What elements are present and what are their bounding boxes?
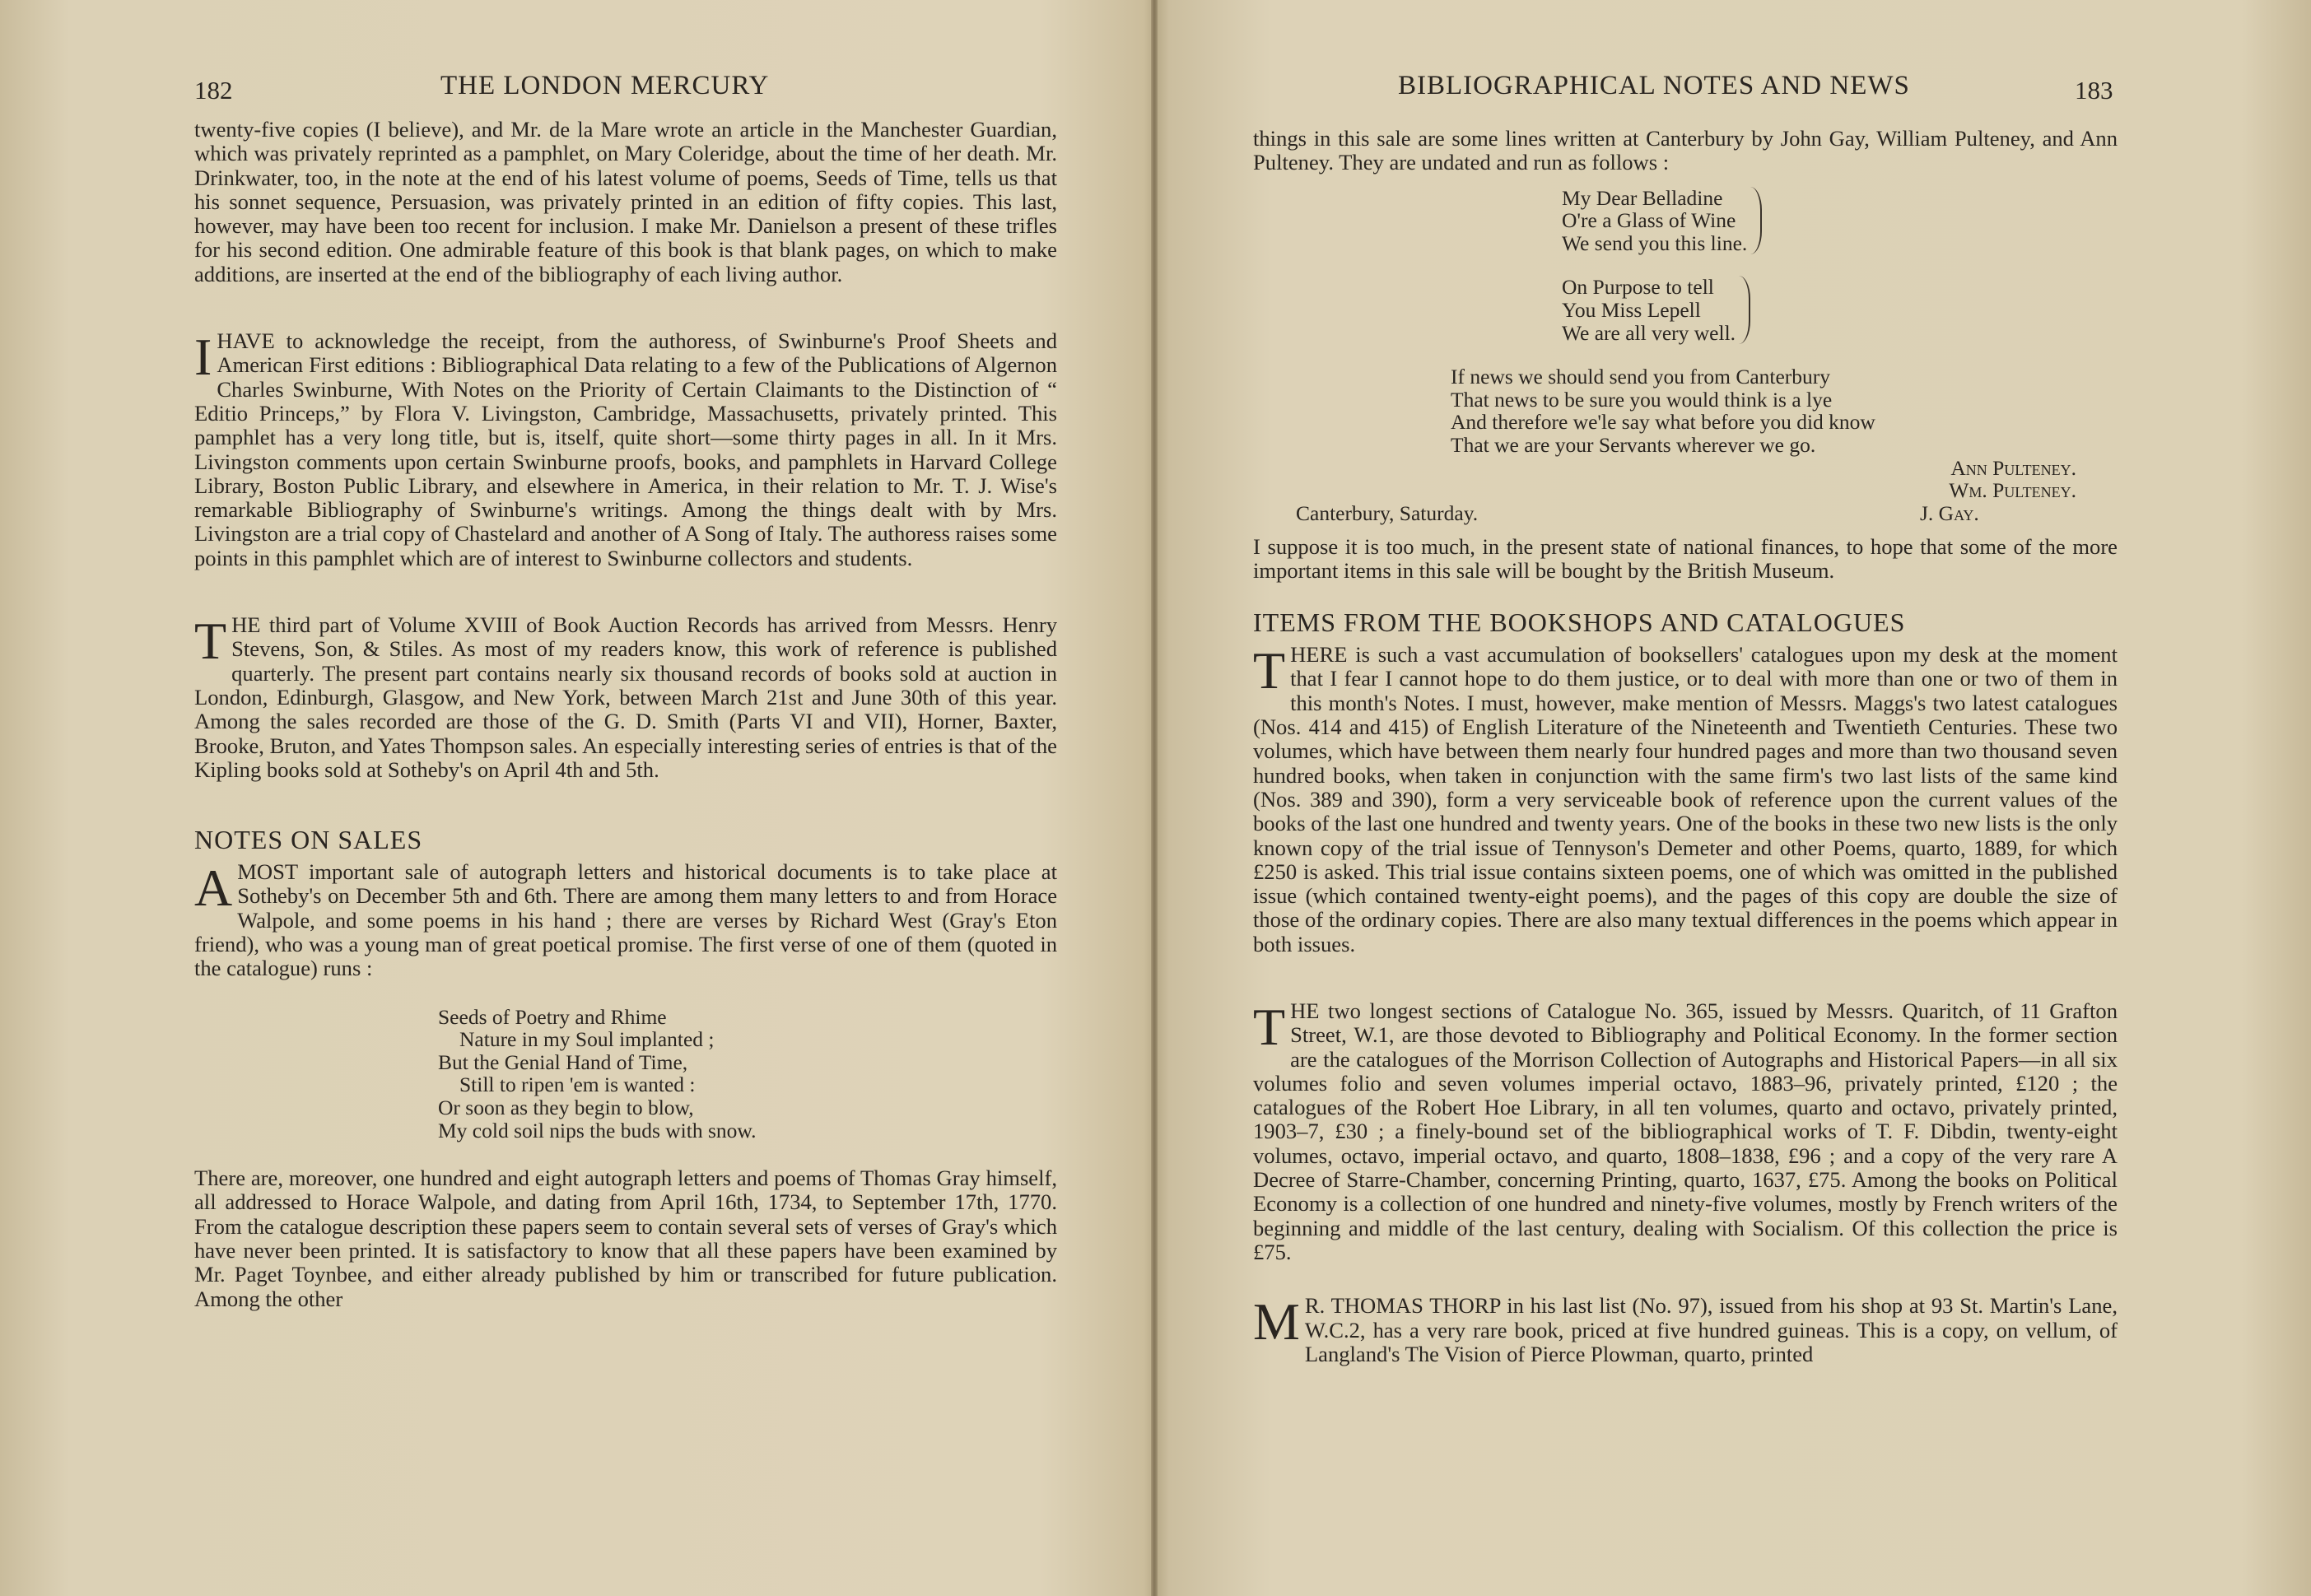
verse-line: O're a Glass of Wine: [1562, 208, 1736, 233]
drop-cap: I: [194, 328, 212, 387]
verse-line: My Dear Belladine: [1562, 185, 1723, 210]
paragraph: M R. THOMAS THORP in his last list (No. 97), issued from his shop at 93 St. Martin's Lane, W.C.2, has a very rare book, priced at five hundred guineas. This is a copy, on vellum, of Langland's The Vision of Pierce Plowman, quarto, printed: [1253, 1292, 2118, 1366]
signature: Wm. Pulteney.: [1949, 478, 2076, 503]
verse-line: On Purpose to tell: [1562, 275, 1714, 300]
verse-stanza: [1451, 365, 2118, 456]
paragraph: AMOST important sale of autograph letters and historical documents is to take place at Sotheby's on December 5th and 6th. There are among them many letters to and from Horace Walpole, and some poems in his hand ; there are verses by Richard West (Gray's Eton friend), who was a young man of great poetical promise. The first verse of one of them (quoted in the catalogue) runs :: [194, 858, 1057, 981]
verse-line: Or soon as they begin to blow,: [438, 1095, 694, 1119]
verse-line: Still to ripen 'em is wanted :: [459, 1073, 696, 1097]
paragraph: IHAVE to acknowledge the receipt, from the authoress, of Swinburne's Proof Sheets and American First editions : Bibliographical Data relating to a few of the Publications of Algernon Charles Swinburne, With Notes on the Priority of Certain Claimants to the Distinction of “ Editio Princeps,” by Flora V. Livingston, Cambridge, Massachusetts, privately printed. This pamphlet has a very long title, but is, itself, quite short—some thirty pages in all. In it Mrs. Livingston comments upon certain Swinburne proofs, books, and pamphlets in Harvard College Library, Boston Public Library, and elsewhere in America, in their relation to Mr. T. J. Wise's remarkable Bibliography of Swinburne's writings. Among the things dealt with by Mrs. Livingston are a trial copy of Chastelard and another of A Song of Italy. The authoress raises some points in this pamphlet which are of interest to Swinburne collectors and students.: [194, 328, 1057, 570]
paragraph: things in this sale are some lines written at Canterbury by John Gay, William Pulteney, and Ann Pulteney. They are undated and run as follows :: [1253, 126, 2118, 175]
verse-line: We are all very well.: [1562, 320, 1736, 345]
paragraph: There are, moreover, one hundred and eight autograph letters and poems of Thomas Gray himself, all addressed to Horace Walpole, and dating from April 16th, 1734, to September 17th, 1770. From the catalogue description these papers seem to contain several sets of verses of Gray's which have never been printed. It is satisfactory to know that all these papers have been examined by Mr. Paget Toynbee, and either already published by him or transcribed for future publication. Among the other: [194, 1166, 1057, 1311]
verse-line: Seeds of Poetry and Rhime: [438, 1004, 667, 1029]
verse-line: If news we should send you from Canterbury: [1451, 365, 1831, 389]
right-page: [1156, 0, 2311, 1596]
verse-line: You Miss Lepell: [1562, 297, 1701, 322]
drop-cap: A: [194, 858, 233, 918]
verse-line: My cold soil nips the buds with snow.: [438, 1118, 757, 1142]
signature: J. Gay.: [1920, 500, 1979, 525]
running-head: THE LONDON MERCURY: [440, 71, 770, 100]
paragraph: THE third part of Volume XVIII of Book Auction Records has arrived from Messrs. Henry Stevens, Son, & Stiles. As most of my readers know, this work of reference is published quarterly. The present part contains nearly six thousand records of books sold at auction in London, Edinburgh, Glasgow, and New York, between March 21st and June 30th of this year. Among the sales recorded are those of the G. D. Smith (Parts VI and VII), Horner, Baxter, Brooke, Bruton, and Yates Thompson sales. An especially interesting series of entries is that of the Kipling books sold at Sotheby's on April 4th and 5th.: [194, 612, 1057, 782]
verse-line: That news to be sure you would think is a lye: [1451, 387, 1833, 412]
signature: Ann Pulteney.: [1950, 455, 2076, 480]
verse-line: But the Genial Hand of Time,: [438, 1049, 688, 1074]
verse-stanza: [1562, 187, 2118, 255]
drop-cap: T: [1253, 641, 1286, 700]
drop-cap: T: [194, 612, 227, 671]
verse-line: And therefore we'le say what before you did know: [1451, 410, 1875, 435]
section-heading: NOTES ON SALES: [194, 825, 423, 855]
brace-mark: [1739, 276, 1750, 344]
place-date: Canterbury, Saturday.: [1296, 500, 1479, 525]
left-page: [0, 0, 1153, 1596]
drop-cap: T: [1253, 997, 1286, 1056]
page-number: 182: [194, 76, 233, 105]
verse-block: [438, 1006, 1057, 1142]
running-head: BIBLIOGRAPHICAL NOTES AND NEWS: [1398, 71, 1910, 100]
paragraph: I suppose it is too much, in the present state of national finances, to hope that some of the more important items in this sale will be bought by the British Museum.: [1253, 533, 2118, 583]
paragraph: twenty-five copies (I believe), and Mr. de la Mare wrote an article in the Manchester Guardian, which was privately reprinted as a pamphlet, on Mary Coleridge, about the time of her death. Mr. Drinkwater, too, in the note at the end of his latest volume of poems, Seeds of Time, tells us that his sonnet sequence, Persuasion, was privately printed in an edition of fifty copies. This last, however, may have been too recent for inclusion. I make Mr. Danielson a present of these trifles for his second edition. One admirable feature of this book is that blank pages, on which to make additions, are inserted at the end of the bibliography of each living author.: [194, 117, 1057, 286]
paragraph: THERE is such a vast accumulation of booksellers' catalogues upon my desk at the moment that I fear I cannot hope to do them justice, or to deal with more than one or two of them in this month's Notes. I must, however, make mention of Messrs. Maggs's two latest catalogues (Nos. 414 and 415) of English Literature of the Nineteenth and Twentieth Centuries. These two volumes, which have between them nearly four hundred pages and more than two thousand seven hundred books, when taken in conjunction with the same firm's two last lists of the same kind (Nos. 389 and 390), form a very serviceable book of reference upon the current values of the books of the last one hundred and twenty years. One of the books in these two new lists is the only known copy of the trial issue of Tennyson's Demeter and other Poems, quarto, 1889, for which £250 is asked. This trial issue contains sixteen poems, one of which was omitted in the published issue (which contained twenty-eight poems), and the pages of this copy are double the size of those of the ordinary copies. There are also many textual differences in the poems which appear in both issues.: [1253, 641, 2118, 956]
left-text-column: [194, 118, 1057, 1311]
section-heading: ITEMS FROM THE BOOKSHOPS AND CATALOGUES: [1253, 607, 1906, 638]
verse-line: That we are your Servants wherever we go.: [1451, 432, 1816, 457]
drop-cap: M: [1253, 1292, 1300, 1352]
right-text-column: [1253, 127, 2118, 1366]
page-number: 183: [2075, 76, 2113, 105]
verse-stanza: [1562, 276, 2118, 344]
brace-mark: [1750, 187, 1762, 255]
verse-line: We send you this line.: [1562, 230, 1748, 255]
verse-line: Nature in my Soul implanted ;: [459, 1027, 715, 1052]
paragraph: THE two longest sections of Catalogue No. 365, issued by Messrs. Quaritch, of 11 Grafton Street, W.1, are those devoted to Bibliography and Political Economy. In the former section are the catalogues of the Morrison Collection of Autographs and Historical Papers—in all six volumes folio and seven volumes imperial octavo, 1883–96, privately printed, £120 ; the catalogues of the Robert Hoe Library, in all ten volumes, quarto and octavo, privately printed, 1903–7, £30 ; a finely-bound set of the bibliographical works of T. F. Dibdin, twenty-eight volumes, octavo, imperial octavo, and quarto, 1808–1838, £96 ; and a copy of the very rare A Decree of Starre-Chamber, concerning Printing, quarto, 1637, £75. Among the books on Political Economy is a collection of one hundred and ninety-five volumes, mostly by French writers of the beginning and middle of the last century, dealing with Socialism. Of this collection the price is £75.: [1253, 997, 2118, 1264]
